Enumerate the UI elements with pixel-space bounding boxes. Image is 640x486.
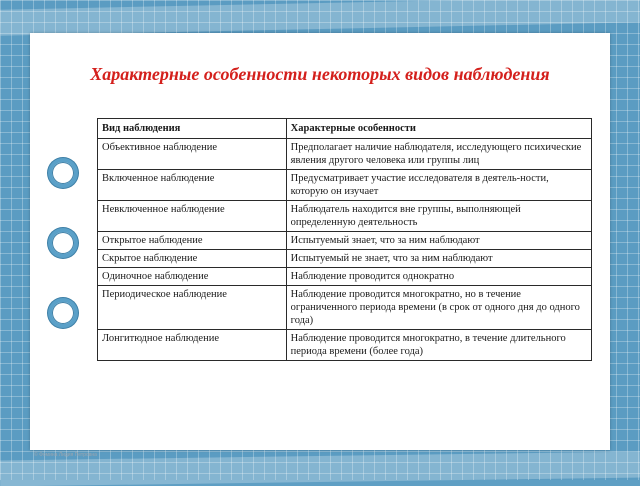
observation-type-cell: Периодическое наблюдение	[98, 286, 287, 330]
binder-ring-icon	[48, 228, 78, 258]
table-row	[98, 286, 592, 330]
binder-ring-icon	[48, 298, 78, 328]
observation-type-cell: Открытое наблюдение	[98, 232, 287, 250]
binder-ring-icon	[48, 158, 78, 188]
characteristics-cell: Предполагает наличие наблюдателя, исследующего психические явления другого человека или группы лиц	[286, 139, 591, 170]
table-row	[98, 139, 592, 170]
observation-type-cell: Одиночное наблюдение	[98, 268, 287, 286]
table-row	[98, 232, 592, 250]
observation-type-cell: Лонгитюдное наблюдение	[98, 330, 287, 361]
observation-types-table	[97, 118, 592, 361]
characteristics-cell: Предусматривает участие исследователя в деятель-ности, которую он изучает	[286, 170, 591, 201]
observation-type-cell: Объективное наблюдение	[98, 139, 287, 170]
characteristics-cell: Наблюдение проводится многократно, но в течение ограниченного периода времени (в срок от одного дня до одного года)	[286, 286, 591, 330]
observation-type-cell: Включенное наблюдение	[98, 170, 287, 201]
observation-type-cell: Невключенное наблюдение	[98, 201, 287, 232]
characteristics-cell: Испытуемый знает, что за ним наблюдают	[286, 232, 591, 250]
table-row	[98, 268, 592, 286]
characteristics-cell: Наблюдатель находится вне группы, выполняющей определенную деятельность	[286, 201, 591, 232]
copyright-footer: © Фомина Лидия Петровна	[34, 452, 97, 458]
table-row	[98, 201, 592, 232]
table-row	[98, 170, 592, 201]
characteristics-cell: Наблюдение проводится многократно, в течение длительного периода времени (более года)	[286, 330, 591, 361]
table-header-row	[98, 119, 592, 139]
table-row	[98, 250, 592, 268]
table-row	[98, 330, 592, 361]
slide-title: Характерные особенности некоторых видов наблюдения	[90, 64, 550, 84]
header-characteristics: Характерные особенности	[286, 119, 591, 139]
characteristics-cell: Испытуемый не знает, что за ним наблюдают	[286, 250, 591, 268]
characteristics-cell: Наблюдение проводится однократно	[286, 268, 591, 286]
header-observation-type: Вид наблюдения	[98, 119, 287, 139]
observation-type-cell: Скрытое наблюдение	[98, 250, 287, 268]
